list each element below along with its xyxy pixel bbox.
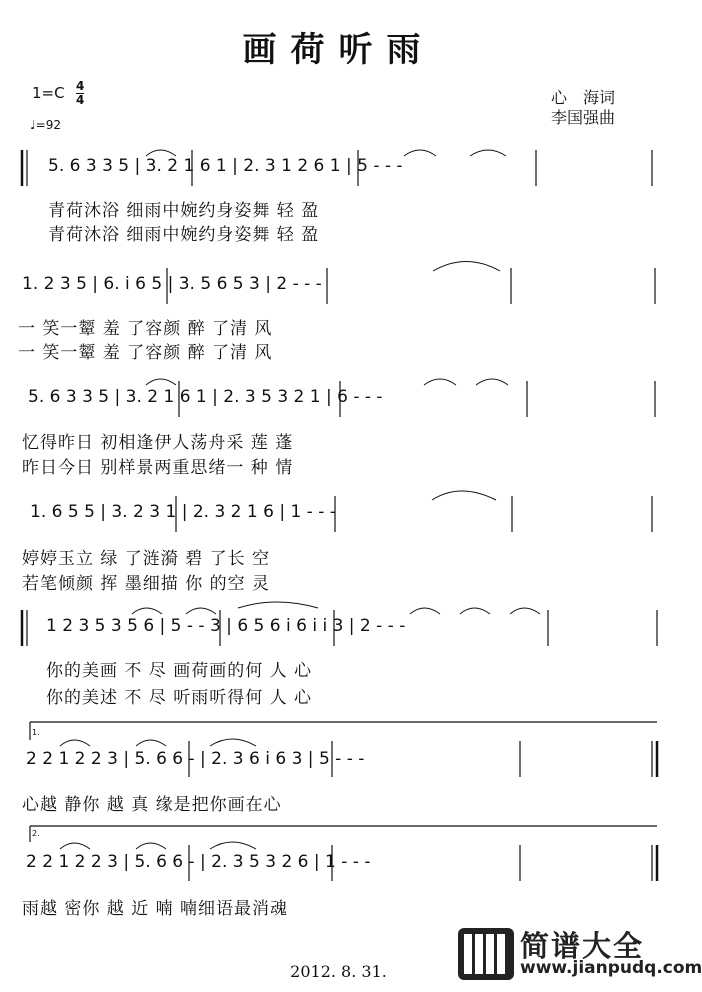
time-signature-bottom: 4 <box>76 93 85 107</box>
row-5-lyric-2: 你的美述 不 尽 听雨听得何 人 心 <box>46 688 313 708</box>
row-5-lyric-1: 你的美画 不 尽 画荷画的何 人 心 <box>46 661 313 681</box>
watermark-site: www.jianpudq.com <box>520 958 702 978</box>
row-3-lyric-1: 忆得昨日 初相逢伊人荡舟采 莲 蓬 <box>22 433 294 453</box>
row-2-lyric-1: 一 笑一颦 羞 了容颜 醉 了清 风 <box>18 319 273 339</box>
row-1-notes: 5. 6 3 3 5 | 3. 2 1 6 1 | 2. 3 1 2 6 1 | 5 - - - <box>48 156 403 176</box>
row-4-lyric-1: 婷婷玉立 绿 了涟漪 碧 了长 空 <box>22 549 271 569</box>
row-1-lyric-2: 青荷沐浴 细雨中婉约身姿舞 轻 盈 <box>48 225 320 245</box>
row-6-lyric-1: 心越 静你 越 真 缘是把你画在心 <box>22 795 282 815</box>
row-6-notes: 2 2 1 2 2 3 | 5. 6 6 - | 2. 3 6 i 6 3 | 5 - - - <box>26 749 365 769</box>
row-7-notes: 2 2 1 2 2 3 | 5. 6 6 - | 2. 3 5 3 2 6 | 1 - - - <box>26 852 371 872</box>
row-4-notes: 1. 6 5 5 | 3. 2 3 1 | 2. 3 2 1 6 | 1 - - - <box>30 502 336 522</box>
row-4-lyric-2: 若笔倾颜 挥 墨细描 你 的空 灵 <box>22 574 271 594</box>
piano-keys-icon <box>456 922 518 984</box>
row-2-notes: 1. 2 3 5 | 6. i 6 5 | 3. 5 6 5 3 | 2 - - - <box>22 274 322 294</box>
watermark-name: 简谱大全 <box>520 929 645 963</box>
lyricist-credit: 心 海词 <box>551 88 616 107</box>
row-5-notes: 1 2 3 5 3 5 6 | 5 - - 3 | 6 5 6 i 6 i i 3 | 2 - - - <box>46 616 406 636</box>
volta-1-label: 1. <box>32 728 40 737</box>
volta-2-label: 2. <box>32 829 40 838</box>
row-1-lyric-1: 青荷沐浴 细雨中婉约身姿舞 轻 盈 <box>48 201 320 221</box>
composer-credit: 李国强曲 <box>551 108 616 127</box>
row-7-lyric-1: 雨越 密你 越 近 喃 喃细语最消魂 <box>22 899 289 919</box>
time-signature-top: 4 <box>76 79 85 93</box>
row-2-lyric-2: 一 笑一颦 羞 了容颜 醉 了清 风 <box>18 343 273 363</box>
row-3-notes: 5. 6 3 3 5 | 3. 2 1 6 1 | 2. 3 5 3 2 1 | 6 - - - <box>28 387 383 407</box>
tempo-marking: ♩=92 <box>30 118 61 132</box>
row-3-lyric-2: 昨日今日 别样景两重思绪一 种 情 <box>22 458 294 478</box>
footer-date: 2012. 8. 31. <box>290 962 387 981</box>
page-title: 画荷听雨 <box>242 30 435 70</box>
key-signature: 1=C <box>32 84 65 102</box>
